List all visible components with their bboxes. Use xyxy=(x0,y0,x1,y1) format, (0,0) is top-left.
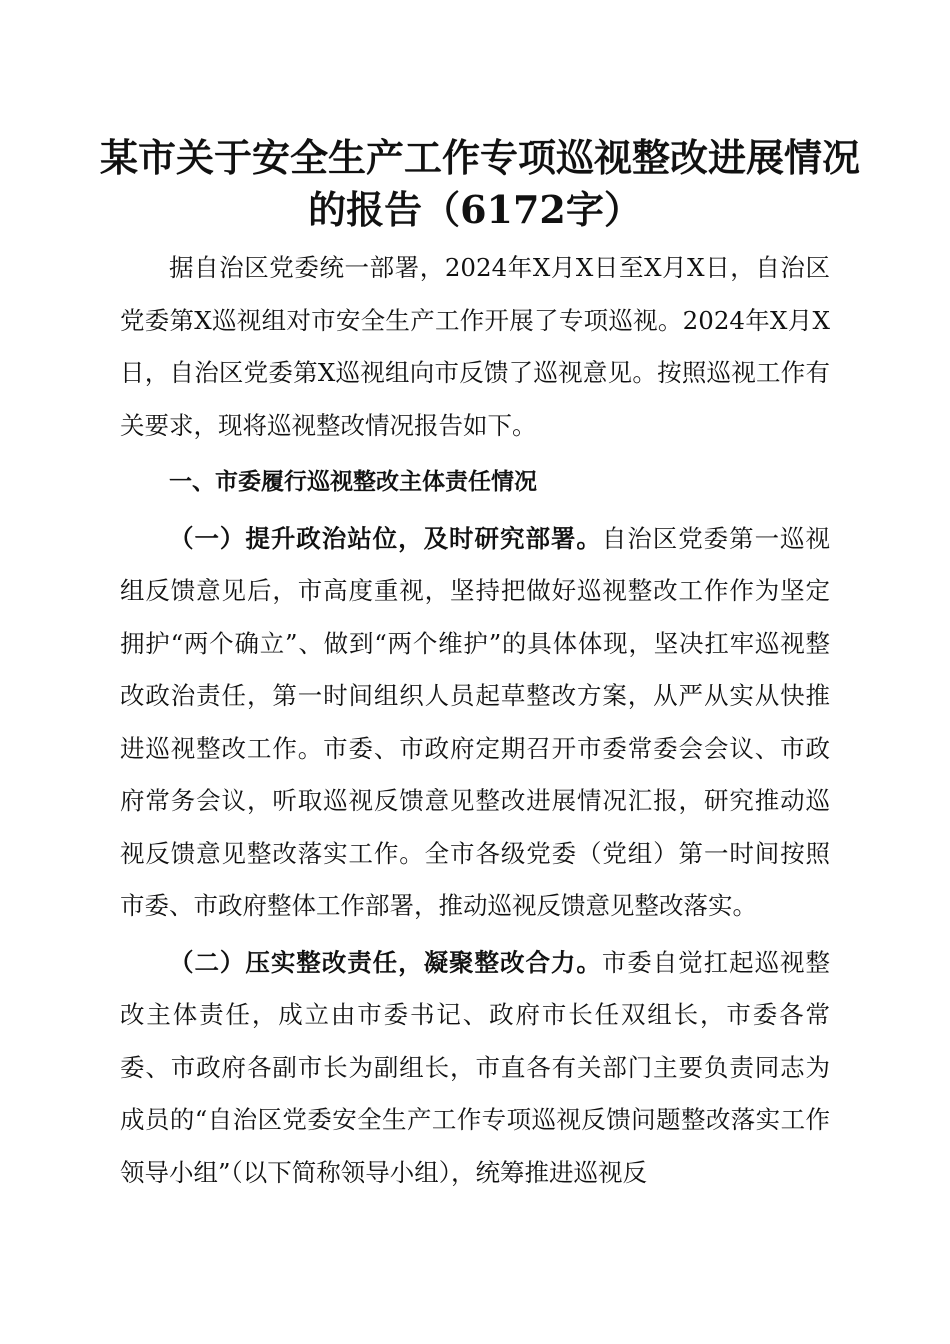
paragraph-2-body: 市委自觉扛起巡视整改主体责任，成立由市委书记、政府市长任双组长，市委各常委、市政府各副市长为副组长，市直各有关部门主要负责同志为成员的“自治区党委安全生产工作专项巡视反馈问题整改落实工作领导小组”（以下简称领导小组），统筹推进巡视反 xyxy=(120,947,831,1187)
section-heading: 一、市委履行巡视整改主体责任情况 xyxy=(169,469,537,495)
paragraph-1-lead: （一）提升政治站位，及时研究部署。 xyxy=(169,523,602,553)
document-title-line-2: 的报告（6172字） xyxy=(308,187,642,232)
document-body xyxy=(120,242,830,1199)
paragraph-1-body: 自治区党委第一巡视组反馈意见后，市高度重视，坚持把做好巡视整改工作作为坚定拥护“两个确立”、做到“两个维护”的具体体现，坚决扛牢巡视整改政治责任，第一时间组织人员起草整改方案，从严从实从快推进巡视整改工作。市委、市政府定期召开市委常委会会议、市政府常务会议，听取巡视反馈意见整改进展情况汇报，研究推动巡视反馈意见整改落实工作。全市各级党委（党组）第一时间按照市委、市政府整体工作部署，推动巡视反馈意见整改落实。 xyxy=(120,523,831,920)
intro-paragraph: 据自治区党委统一部署，2024年X月X日至X月X日，自治区党委第X巡视组对市安全生产工作开展了专项巡视。2024年X月X日，自治区党委第X巡视组向市反馈了巡视意见。按照巡视工作有关要求，现将巡视整改情况报告如下。 xyxy=(120,253,830,440)
document-title-line-1: 某市关于安全生产工作专项巡视整改进展情况 xyxy=(100,135,861,180)
paragraph-2-lead: （二）压实整改责任，凝聚整改合力。 xyxy=(169,947,602,977)
paragraph-2 xyxy=(120,937,830,1200)
paragraph-1 xyxy=(120,513,830,933)
